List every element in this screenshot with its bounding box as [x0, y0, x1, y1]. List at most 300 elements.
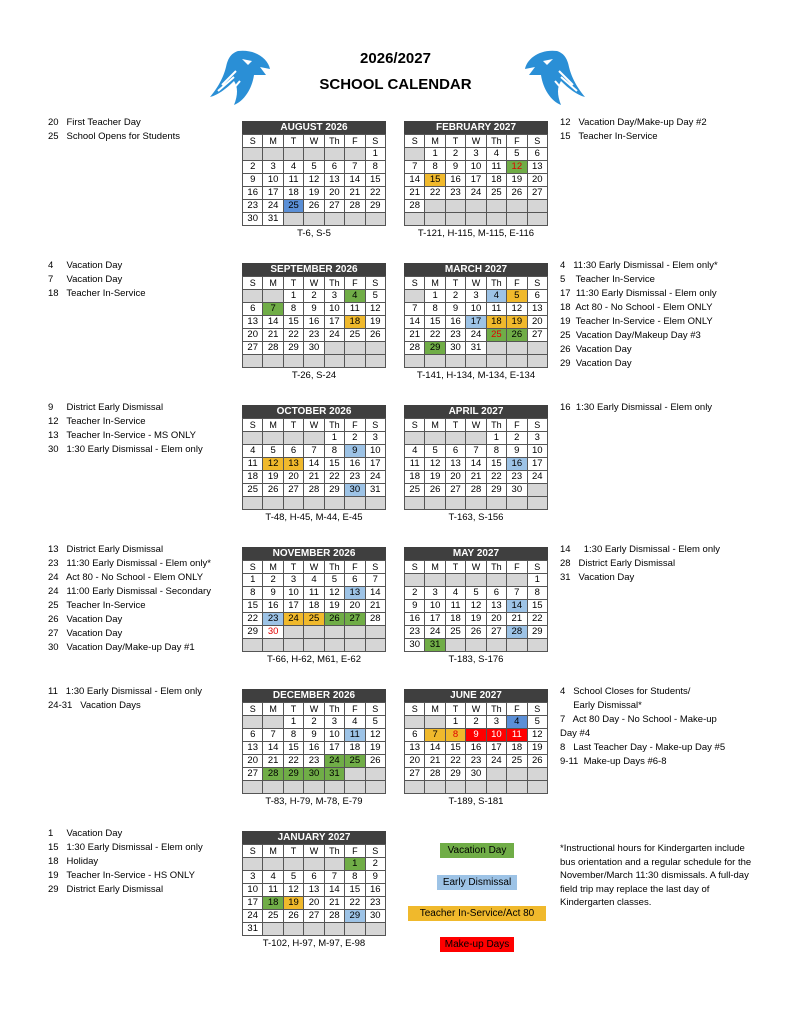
calendar-day: 20 — [527, 316, 547, 329]
calendar-blank-cell — [243, 497, 263, 510]
weekday-label: T — [445, 561, 465, 574]
calendar-day: 2 — [445, 148, 465, 161]
calendar-day: 12 — [283, 884, 303, 897]
weekday-label: M — [425, 277, 445, 290]
calendar-day: 4 — [243, 445, 263, 458]
weekday-label: T — [283, 419, 303, 432]
calendar-day: 7 — [466, 445, 486, 458]
notes-february: 12 Vacation Day/Make-up Day #2 15 Teacher In-Service — [560, 117, 707, 142]
calendar-day: 17 — [466, 316, 486, 329]
calendar-day: 22 — [365, 187, 385, 200]
calendar-day: 17 — [324, 742, 344, 755]
weekday-label: S — [365, 419, 385, 432]
calendar-blank-cell — [507, 574, 527, 587]
calendar-blank-cell — [243, 355, 263, 368]
calendar-blank-cell — [324, 355, 344, 368]
calendar-day: 24 — [466, 187, 486, 200]
calendar-day: 9 — [243, 174, 263, 187]
calendar-day: 21 — [425, 755, 445, 768]
calendar-blank-cell — [425, 200, 445, 213]
calendar-day: 29 — [527, 626, 547, 639]
calendar-blank-cell — [304, 639, 324, 652]
weekday-label: W — [466, 277, 486, 290]
notes-november: 13 District Early Dismissal 23 11:30 Early Dismissal - Elem only* 24 Act 80 - No School - Elem ONLY 24 11:00 Early Dismissal - Secondary 25 Teacher In-Service 26 Vacation Day 27 Vacation Day 30 Vacation Day/Make-up Day #1 — [48, 544, 211, 653]
calendar-blank-cell — [486, 574, 506, 587]
weekday-label: W — [304, 703, 324, 716]
calendar-day: 26 — [527, 755, 547, 768]
calendar-day: 22 — [425, 329, 445, 342]
calendar-blank-cell — [324, 342, 344, 355]
calendar-day: 24 — [425, 626, 445, 639]
calendar-day: 10 — [425, 600, 445, 613]
calendar-day: 13 — [527, 161, 547, 174]
calendar-day: 4 — [486, 148, 506, 161]
calendar-day: 15 — [425, 174, 445, 187]
calendar-day: 13 — [445, 458, 465, 471]
calendar-day: 1 — [324, 432, 344, 445]
weekday-label: M — [263, 845, 283, 858]
calendar-day: 23 — [243, 200, 263, 213]
calendar-day: 28 — [425, 768, 445, 781]
weekday-label: T — [283, 277, 303, 290]
calendar-day: 25 — [304, 613, 324, 626]
calendar-day: 27 — [304, 910, 324, 923]
calendar-blank-cell — [445, 639, 465, 652]
calendar-day: 26 — [283, 910, 303, 923]
calendar-day: 28 — [405, 342, 425, 355]
calendar-day: 8 — [425, 303, 445, 316]
weekday-label: W — [466, 561, 486, 574]
calendar-day: 10 — [283, 587, 303, 600]
calendar-blank-cell — [466, 355, 486, 368]
calendar-day: 13 — [405, 742, 425, 755]
weekday-label: S — [243, 419, 263, 432]
calendar-day: 16 — [304, 316, 324, 329]
calendar-day: 16 — [445, 316, 465, 329]
calendar-day: 30 — [466, 768, 486, 781]
calendar-day: 3 — [263, 161, 283, 174]
calendar-day: 26 — [365, 329, 385, 342]
calendar-day: 30 — [304, 342, 324, 355]
calendar-day: 11 — [345, 303, 365, 316]
calendar-day: 4 — [445, 587, 465, 600]
calendar-day: 31 — [263, 213, 283, 226]
month-day-count: T-189, S-181 — [448, 796, 504, 807]
calendar-day: 17 — [425, 613, 445, 626]
weekday-label: M — [425, 419, 445, 432]
calendar-day: 29 — [365, 200, 385, 213]
month-day-count: T-6, S-5 — [297, 228, 331, 239]
calendar-day: 5 — [365, 290, 385, 303]
calendar-day: 29 — [324, 484, 344, 497]
calendar-day: 3 — [527, 432, 547, 445]
calendar-day: 25 — [507, 755, 527, 768]
calendar-day: 1 — [425, 290, 445, 303]
calendar-blank-cell — [527, 781, 547, 794]
calendar-blank-cell — [263, 432, 283, 445]
calendar-day: 25 — [405, 484, 425, 497]
calendar-blank-cell — [283, 781, 303, 794]
calendar-blank-cell — [507, 355, 527, 368]
calendar-day: 20 — [445, 471, 465, 484]
calendar-blank-cell — [263, 716, 283, 729]
weekday-label: T — [445, 419, 465, 432]
calendar-blank-cell — [445, 213, 465, 226]
calendar-day: 21 — [263, 755, 283, 768]
month-header: DECEMBER 2026 — [242, 689, 386, 702]
calendar-day: 6 — [324, 161, 344, 174]
weekday-label: Th — [486, 277, 506, 290]
calendar-day: 9 — [365, 871, 385, 884]
calendar-blank-cell — [365, 213, 385, 226]
weekday-label: W — [304, 845, 324, 858]
calendar-day: 7 — [365, 574, 385, 587]
calendar-day: 28 — [263, 768, 283, 781]
weekday-label: S — [405, 135, 425, 148]
calendar-day: 31 — [425, 639, 445, 652]
weekday-label: T — [283, 135, 303, 148]
calendar-day: 7 — [324, 871, 344, 884]
month-february-2027 — [404, 121, 548, 239]
weekday-label: Th — [324, 277, 344, 290]
weekday-label: F — [345, 703, 365, 716]
calendar-blank-cell — [486, 342, 506, 355]
calendar-day: 31 — [365, 484, 385, 497]
calendar-blank-cell — [283, 148, 303, 161]
calendar-blank-cell — [263, 497, 283, 510]
weekday-label: W — [304, 135, 324, 148]
calendar-day: 7 — [405, 161, 425, 174]
calendar-blank-cell — [507, 213, 527, 226]
month-day-count: T-141, H-134, M-134, E-134 — [416, 370, 536, 381]
calendar-blank-cell — [486, 497, 506, 510]
calendar-day: 23 — [304, 755, 324, 768]
calendar-day: 17 — [486, 742, 506, 755]
calendar-day: 15 — [243, 600, 263, 613]
calendar-blank-cell — [365, 768, 385, 781]
month-may-2027 — [404, 547, 548, 665]
weekday-label: W — [466, 703, 486, 716]
calendar-day: 16 — [445, 174, 465, 187]
calendar-day: 6 — [243, 303, 263, 316]
month-day-count: T-26, S-24 — [291, 370, 337, 381]
calendar-blank-cell — [507, 200, 527, 213]
calendar-day: 24 — [283, 613, 303, 626]
calendar-day: 16 — [507, 458, 527, 471]
legend-vacation: Vacation Day — [440, 843, 514, 858]
calendar-blank-cell — [283, 626, 303, 639]
calendar-day: 15 — [527, 600, 547, 613]
month-day-count: T-102, H-97, M-97, E-98 — [262, 938, 366, 949]
calendar-day: 24 — [486, 755, 506, 768]
month-header: OCTOBER 2026 — [242, 405, 386, 418]
weekday-label: S — [405, 419, 425, 432]
calendar-day: 15 — [345, 884, 365, 897]
calendar-day: 15 — [425, 316, 445, 329]
month-header: JUNE 2027 — [404, 689, 548, 702]
calendar-day: 30 — [345, 484, 365, 497]
calendar-day: 25 — [486, 187, 506, 200]
calendar-day: 7 — [405, 303, 425, 316]
calendar-day: 13 — [304, 884, 324, 897]
calendar-blank-cell — [405, 355, 425, 368]
calendar-day: 26 — [263, 484, 283, 497]
calendar-day: 2 — [304, 290, 324, 303]
calendar-day: 12 — [425, 458, 445, 471]
calendar-day: 18 — [507, 742, 527, 755]
calendar-day: 25 — [283, 200, 303, 213]
weekday-label: Th — [324, 135, 344, 148]
calendar-blank-cell — [486, 200, 506, 213]
calendar-day: 26 — [365, 755, 385, 768]
calendar-day: 19 — [507, 316, 527, 329]
weekday-label: Th — [324, 845, 344, 858]
calendar-blank-cell — [263, 290, 283, 303]
calendar-blank-cell — [304, 213, 324, 226]
weekday-label: F — [345, 845, 365, 858]
calendar-blank-cell — [345, 626, 365, 639]
calendar-day: 9 — [345, 445, 365, 458]
calendar-day: 19 — [425, 471, 445, 484]
calendar-day: 4 — [507, 716, 527, 729]
calendar-blank-cell — [345, 781, 365, 794]
calendar-day: 9 — [507, 445, 527, 458]
calendar-day: 6 — [445, 445, 465, 458]
weekday-label: S — [527, 561, 547, 574]
calendar-day: 16 — [243, 187, 263, 200]
weekday-label: Th — [324, 561, 344, 574]
calendar-day: 22 — [283, 755, 303, 768]
calendar-day: 11 — [243, 458, 263, 471]
calendar-blank-cell — [527, 342, 547, 355]
calendar-day: 19 — [365, 742, 385, 755]
calendar-blank-cell — [283, 213, 303, 226]
calendar-day: 5 — [304, 161, 324, 174]
calendar-blank-cell — [304, 432, 324, 445]
weekday-label: T — [445, 277, 465, 290]
calendar-day: 27 — [243, 768, 263, 781]
calendar-day: 30 — [445, 342, 465, 355]
calendar-day: 11 — [345, 729, 365, 742]
calendar-blank-cell — [304, 626, 324, 639]
calendar-blank-cell — [405, 574, 425, 587]
calendar-day: 10 — [486, 729, 506, 742]
month-november-2026 — [242, 547, 386, 665]
calendar-blank-cell — [243, 858, 263, 871]
calendar-day: 18 — [263, 897, 283, 910]
calendar-blank-cell — [263, 148, 283, 161]
weekday-label: T — [283, 845, 303, 858]
calendar-day: 22 — [283, 329, 303, 342]
legend-early-dismissal: Early Dismissal — [437, 875, 517, 890]
calendar-day: 13 — [283, 458, 303, 471]
calendar-blank-cell — [304, 781, 324, 794]
calendar-day: 29 — [445, 768, 465, 781]
calendar-day: 12 — [527, 729, 547, 742]
weekday-label: F — [345, 277, 365, 290]
calendar-day: 10 — [466, 303, 486, 316]
calendar-blank-cell — [425, 781, 445, 794]
calendar-day: 12 — [365, 303, 385, 316]
calendar-day: 14 — [263, 742, 283, 755]
calendar-blank-cell — [324, 497, 344, 510]
weekday-label: F — [345, 561, 365, 574]
calendar-day: 27 — [243, 342, 263, 355]
calendar-blank-cell — [304, 148, 324, 161]
calendar-blank-cell — [345, 497, 365, 510]
calendar-day: 1 — [365, 148, 385, 161]
calendar-blank-cell — [486, 213, 506, 226]
calendar-day: 28 — [507, 626, 527, 639]
calendar-blank-cell — [486, 768, 506, 781]
calendar-day: 14 — [507, 600, 527, 613]
weekday-label: T — [445, 135, 465, 148]
month-august-2026 — [242, 121, 386, 239]
calendar-day: 15 — [283, 316, 303, 329]
calendar-blank-cell — [507, 342, 527, 355]
calendar-blank-cell — [263, 355, 283, 368]
calendar-day: 2 — [263, 574, 283, 587]
calendar-day: 2 — [304, 716, 324, 729]
calendar-day: 14 — [324, 884, 344, 897]
calendar-day: 24 — [527, 471, 547, 484]
weekday-label: W — [466, 419, 486, 432]
calendar-blank-cell — [405, 213, 425, 226]
month-day-count: T-121, H-115, M-115, E-116 — [417, 228, 535, 239]
weekday-label: S — [527, 277, 547, 290]
month-march-2027 — [404, 263, 548, 381]
calendar-blank-cell — [345, 923, 365, 936]
calendar-day: 7 — [263, 729, 283, 742]
calendar-day: 26 — [304, 200, 324, 213]
weekday-label: Th — [486, 561, 506, 574]
calendar-blank-cell — [425, 432, 445, 445]
calendar-day: 12 — [324, 587, 344, 600]
calendar-day: 14 — [405, 316, 425, 329]
calendar-day: 6 — [304, 871, 324, 884]
calendar-day: 3 — [425, 587, 445, 600]
calendar-day: 29 — [425, 342, 445, 355]
calendar-day: 2 — [405, 587, 425, 600]
calendar-blank-cell — [405, 781, 425, 794]
calendar-blank-cell — [405, 497, 425, 510]
calendar-blank-cell — [324, 148, 344, 161]
month-april-2027 — [404, 405, 548, 523]
calendar-day: 17 — [243, 897, 263, 910]
calendar-day: 8 — [324, 445, 344, 458]
calendar-day: 31 — [466, 342, 486, 355]
calendar-day: 6 — [283, 445, 303, 458]
calendar-blank-cell — [243, 781, 263, 794]
eagle-logo-icon — [208, 45, 272, 107]
calendar-blank-cell — [345, 768, 365, 781]
calendar-day: 9 — [263, 587, 283, 600]
calendar-blank-cell — [486, 781, 506, 794]
calendar-blank-cell — [283, 355, 303, 368]
weekday-label: S — [405, 703, 425, 716]
calendar-day: 24 — [324, 329, 344, 342]
calendar-day: 14 — [365, 587, 385, 600]
calendar-day: 27 — [527, 329, 547, 342]
calendar-day: 13 — [324, 174, 344, 187]
calendar-day: 8 — [283, 729, 303, 742]
calendar-day: 24 — [365, 471, 385, 484]
calendar-blank-cell — [243, 716, 263, 729]
calendar-day: 11 — [405, 458, 425, 471]
calendar-day: 5 — [425, 445, 445, 458]
calendar-day: 19 — [507, 174, 527, 187]
calendar-day: 16 — [304, 742, 324, 755]
calendar-blank-cell — [304, 858, 324, 871]
calendar-blank-cell — [283, 858, 303, 871]
calendar-day: 22 — [345, 897, 365, 910]
calendar-day: 5 — [263, 445, 283, 458]
eagle-logo-icon — [523, 45, 587, 107]
calendar-day: 7 — [425, 729, 445, 742]
month-january-2027 — [242, 831, 386, 949]
weekday-label: S — [527, 419, 547, 432]
calendar-day: 30 — [365, 910, 385, 923]
calendar-day: 21 — [304, 471, 324, 484]
calendar-day: 10 — [243, 884, 263, 897]
kindergarten-footnote: *Instructional hours for Kindergarten include bus orientation and a regular schedule for the November/March 11:30 dismissals. A full-day field trip may replace the last day of Kindergarten classes. — [560, 843, 752, 908]
weekday-label: Th — [324, 419, 344, 432]
calendar-day: 6 — [527, 148, 547, 161]
calendar-day: 18 — [304, 600, 324, 613]
calendar-day: 5 — [324, 574, 344, 587]
calendar-day: 20 — [283, 471, 303, 484]
calendar-day: 25 — [263, 910, 283, 923]
calendar-day: 25 — [486, 329, 506, 342]
calendar-blank-cell — [425, 355, 445, 368]
calendar-day: 18 — [445, 613, 465, 626]
calendar-day: 7 — [345, 161, 365, 174]
month-december-2026 — [242, 689, 386, 807]
calendar-day: 18 — [345, 742, 365, 755]
calendar-blank-cell — [283, 639, 303, 652]
calendar-day: 5 — [466, 587, 486, 600]
calendar-day: 27 — [345, 613, 365, 626]
calendar-day: 6 — [243, 729, 263, 742]
calendar-blank-cell — [304, 355, 324, 368]
calendar-day: 27 — [283, 484, 303, 497]
calendar-day: 16 — [466, 742, 486, 755]
weekday-label: W — [304, 561, 324, 574]
calendar-day: 31 — [324, 768, 344, 781]
calendar-day: 10 — [365, 445, 385, 458]
weekday-label: S — [365, 845, 385, 858]
calendar-day: 1 — [425, 148, 445, 161]
calendar-blank-cell — [466, 213, 486, 226]
month-header: AUGUST 2026 — [242, 121, 386, 134]
calendar-day: 22 — [324, 471, 344, 484]
calendar-day: 20 — [486, 613, 506, 626]
calendar-day: 26 — [466, 626, 486, 639]
weekday-label: S — [365, 135, 385, 148]
month-day-count: T-66, H-62, M61, E-62 — [267, 654, 361, 665]
calendar-blank-cell — [263, 858, 283, 871]
weekday-label: W — [466, 135, 486, 148]
weekday-label: F — [345, 135, 365, 148]
calendar-day: 20 — [405, 755, 425, 768]
calendar-blank-cell — [345, 342, 365, 355]
calendar-blank-cell — [365, 923, 385, 936]
calendar-day: 19 — [324, 600, 344, 613]
calendar-day: 2 — [507, 432, 527, 445]
calendar-day: 26 — [507, 329, 527, 342]
notes-december: 11 1:30 Early Dismissal - Elem only 24-31 Vacation Days — [48, 686, 202, 711]
calendar-blank-cell — [445, 432, 465, 445]
